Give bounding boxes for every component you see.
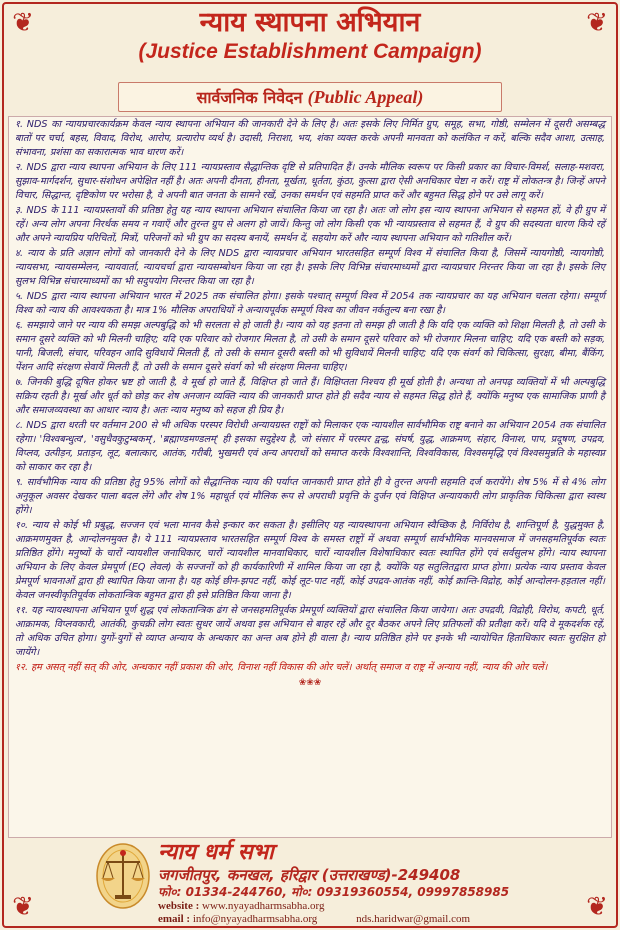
scales-of-justice-icon xyxy=(94,840,152,910)
email-link-2[interactable]: nds.haridwar@gmail.com xyxy=(356,913,471,925)
website-link[interactable]: www.nyayadharmsabha.org xyxy=(202,900,325,912)
public-appeal-english: (Public Appeal) xyxy=(307,87,424,107)
paragraph-9: ९. सार्वभौमिक न्याय की प्रतिष्ठा हेतु 95% लोगों को सैद्धान्तिक न्याय की पर्याप्त जानकारी प्राप्त होते ही वे तुरन्त अपनी सहमति दर्ज करायेंगे। शेष 5% में से 4% लोग अनुकूल अवसर देखकर पाला बदल लेंगे और शेष 1% महाधूर्त एवं मौलिक रूप से अपराधी प्रवृत्ति के दुर्जन एवं विक्षिप्त अन्यायकारी लोग प्राकृतिक चिकित्सा द्वारा स्वस्थ होंगे। xyxy=(15,477,605,516)
org-address: जगजीतपुर, कनखल, हरिद्वार (उत्तराखण्ड)-249408 xyxy=(158,866,461,884)
footer xyxy=(8,840,612,925)
paragraph-1: १. NDS का न्यायप्रचारकार्यक्रम केवल न्याय स्थापना अभियान की जानकारी देने के लिए है। अतः इसके लिए निर्मित ग्रुप, समूह, सभा, गोष्ठी, सम्मेलन में दूसरी असम्बद्ध बातों पर चर्चा, बहस, विवाद, विरोध, आरोप, प्रत्यारोप व्यर्थ है। उदासी, निराशा, भय, शंका व्यक्त करके अपनी मानवता को कलंकित न करें, बल्कि सदैव आशा, उत्साह, संभावना, प्रशंसा का सकारात्मक भाव धारण करें। xyxy=(15,119,605,158)
org-email xyxy=(158,913,598,926)
paragraph-12: १२. हम असत् नहीं सत् की ओर, अन्धकार नहीं प्रकाश की ओर, विनाश नहीं विकास की ओर चलें। अर्थात् समाज व राष्ट्र में अन्याय नहीं, न्याय की ओर चलें। xyxy=(15,662,548,673)
paragraph-11: ११. यह न्यायस्थापना अभियान पूर्ण शुद्ध एवं लोकतान्त्रिक ढंग से जनसहमतिपूर्वक प्रेमपूर्ण व्यक्तियों द्वारा संचालित किया जायेगा। अतः उपद्रवी, विद्रोही, विरोध, कपटी, धूर्त, आक्रामक, विप्लवकारी, आतंकी, कुचक्री लोग स्वतः सुधर जायें अथवा इस अभियान से बाहर रहें और दूर बैठकर अपने लिए प्रतिफलों की प्रतीक्षा करें। यदि वे मूकदर्शक रहें, तो अधिक उचित होगा। युगों-युगों से व्याप्त अन्याय के अन्धकार का अन्त अब होने ही वाला है। न्याय प्रतिष्ठित होने पर इनके भी न्यायोचित हिताधिकार स्वतः सुरक्षित हो जायेंगे। xyxy=(15,605,605,658)
paragraph-5: ५. NDS द्वारा न्याय स्थापना अभियान भारत में 2025 तक संचालित होगा। इसके पश्चात् सम्पूर्ण विश्व में 2054 तक न्यायप्रचार का यह अभियान चलता रहेगा। सम्पूर्ण विश्व को न्याय की आवश्यकता है। मात्र 1% मौलिक अपराधियों ने अन्यायपूर्वक सम्पूर्ण विश्व का जीवन नर्कतुल्य बना रखा है। xyxy=(15,291,605,316)
public-appeal-label xyxy=(118,82,502,112)
paragraph-4: ४. न्याय के प्रति अज्ञान लोगों को जानकारी देने के लिए NDS द्वारा न्यायप्रचार अभियान भारतसहित सम्पूर्ण विश्व में संचालित किया है, जिसमें न्यायगोष्ठी, न्यायगोष्ठी, न्यायसभा, न्यायसम्मेलन, न्यायवार्ता, न्यायचर्चा द्वारा न्यायसम्बोधन किया जा रहा है। इसके लिए विभिन्न संचारमाध्यमों द्वारा न्यायप्रचार निरन्तर किया जा रहा है। इसके लिए सुलभ विभिन्न संचारमाध्यमों का भी सदुपयोग निरन्तर किया जा रहा है। xyxy=(15,248,605,287)
paragraph-2: २. NDS द्वारा न्याय स्थापना अभियान के लिए 111 न्यायप्रस्ताव सैद्धान्तिक दृष्टि से प्रतिपादित हैं। उनके मौलिक स्वरूप पर किसी प्रकार का विचार-विमर्श, सलाह-मशवरा, सुझाव-मार्गदर्शन, सुधार-संशोधन अपेक्षित नहीं है। अतः अपनी दीनता, हीनता, मूर्खता, धूर्तता, कुंठा, कुत्सा द्वारा ऐसी अनधिकार चेष्टा न करें। राष्ट्र में लोकतन्त्र है। जिन्हें अपने विचार, सिद्धान्त, दृष्टिकोण पर भरोसा है, वे अपनी बात जनता के सामने रखें, उनका समर्थन एवं सहमति प्राप्त करें और बहुमत सिद्ध होने पर उसे लागू करें। xyxy=(15,162,605,201)
public-appeal-hindi: सार्वजनिक निवेदन xyxy=(196,88,303,107)
org-name: न्याय धर्म सभा xyxy=(158,840,274,865)
appeal-body xyxy=(8,116,612,838)
paragraph-6: ६. समझाये जाने पर न्याय की समझ अल्पबुद्धि को भी सरलता से हो जाती है। न्याय को यह इतना तो समझ ही जाती है कि यदि एक व्यक्ति को शिक्षा मिलती है, तो उसी के समान दूसरे व्यक्ति को भी मिलनी चाहिए; यदि एक परिवार को रोजगार मिलता है, तो उसी के समान दूसरे परिवार को भी रोजगार मिलना चाहिए; यदि एक बस्ती को सड़क, पानी, बिजली, संचार, परिवहन आदि सुविधायें मिलती हैं, तो उसी के समान दूसरी बस्ती को भी सुविधायें मिलनी चाहिए; यदि एक संवर्ग को चिकित्सा, सुरक्षा, बीमा, बैंकिंग, पेंशन आदि संरक्षण सेवायें मिलती हैं, तो उसी के समान दूसरे संवर्ग को भी संरक्षण मिलना चाहिए। xyxy=(15,320,605,373)
email-link-1[interactable]: info@nyayadharmsabha.org xyxy=(192,913,318,925)
corner-ornament-icon: ❦ xyxy=(12,892,34,922)
organization-info xyxy=(158,840,598,926)
flower-divider: ❀❀❀ xyxy=(298,678,322,688)
corner-ornament-icon: ❦ xyxy=(586,8,608,38)
org-phone: फो०: 01334-244760, मो०: 09319360554, 09997858985 xyxy=(158,885,510,899)
email-label: email : xyxy=(158,913,191,925)
paragraph-10: १०. न्याय से कोई भी प्रबुद्ध, सज्जन एवं भला मानव कैसे इन्कार कर सकता है। इसीलिए यह न्यायस्थापना अभियान स्वैच्छिक है, निर्विरोध है, शान्तिपूर्ण है, युद्धमुक्त है, आक्रमणमुक्त है, आन्दोलनमुक्त है। ये 111 न्यायप्रस्ताव भारतसहित सम्पूर्ण विश्व के समस्त राष्ट्रों में अथवा सम्पूर्ण सार्वभौमिक मानवसमाज में जनसहमतिपूर्वक स्वतः प्रतिष्ठित होंगे। मनुष्यों के चारों न्यायशील जनाधिकार, चारों न्यायशील मानवाधिकार, चारों न्यायशील विशेषाधिकार स्वतः स्थापित होंगे एवं सर्वसुलभ होंगे। न्याय स्थापना अभियान के लिए केवल प्रेमपूर्ण (EQ लेवल) के सज्जनों को ही कार्यकारिणी में शामिल किया जा रहा है, क्योंकि यह सतुलितद्वारा प्राप्त होगा। प्रत्येक न्याय प्रस्ताव केवल प्रेमपूर्ण भावनाओं द्वारा ही स्थापित किया जाना है। यह कोई छीन-झपट नहीं, कोई लूट-पाट नहीं, कोई उपद्रव-आतंक नहीं, कोई क्रान्ति-विद्रोह, कोई आन्दोलन-हड़ताल नहीं। केवल जनस्वीकृतिपूर्वक लोकतान्त्रिक बहुमत द्वारा ही इसे प्रतिष्ठित किया जाना है। xyxy=(15,520,605,601)
website-label: website : xyxy=(158,900,200,912)
paragraph-8: ८. NDS द्वारा धरती पर वर्तमान 200 से भी अधिक परस्पर विरोधी अन्यायग्रस्त राष्ट्रों को मिलाकर एक न्यायशील सार्वभौमिक राष्ट्र बनाने का अभियान 2054 तक संचालित रहेगा। 'विश्वबन्धुत्व', 'वसुधैवकुटुम्बकम्', 'ब्रह्माण्डमण्डलम्' ही इसका सदुद्देश्य है, जो संसार में परस्पर द्वन्द्व, संघर्ष, युद्ध, आक्रमण, संहार, विनाश, पाप, प्रदूषण, उपद्रव, विप्लव, उत्पीड़न, प्रताड़न, लूट, बलात्कार, आतंक, गरीबी, भुखमरी एवं अन्य अपराधों को समाप्त करके विश्वशान्ति, विश्वविकास, विश्वसमृद्धि एवं विश्वसमुन्नति के महास्वप्न को साकार कर रहा है। xyxy=(15,420,605,473)
corner-ornament-icon: ❦ xyxy=(12,8,34,38)
paragraph-3: ३. NDS के 111 न्यायप्रस्तावों की प्रतिष्ठा हेतु यह न्याय स्थापना अभियान संचालित किया जा रहा है। अतः जो लोग इस न्याय स्थापना अभियान से सहमत हों, वे ही ग्रुप में रहें। अन्य लोग अपना निरर्थक समय न गवाएँ और तुरन्त ग्रुप से अलग हो जायें। किन्तु जो लोग किसी एक भी न्यायप्रस्ताव से सहमत हैं, वे ग्रुप की सदस्यता धारण किये रहें और अपने न्यायप्रिय परिचितों, मित्रों, परिजनों को भी ग्रुप का सदस्य बनायें, समर्थन दें, सहयोग करें और न्याय स्थापना अभियान को गतिशील करें। xyxy=(15,205,605,244)
paragraph-7: ७. जिनकी बुद्धि दूषित होकर भ्रष्ट हो जाती है, वे मूर्ख हो जाते हैं, विक्षिप्त हो जाते हैं। विक्षिप्तता निश्चय ही मूर्ख होती है। अन्यथा तो अनपढ़ व्यक्तियों में भी अल्पबुद्धि सक्रिय रहती है। मूर्ख और धूर्त को छोड़ कर शेष अनजान व्यक्ति न्याय की जानकारी प्राप्त होते ही सदैव न्याय से सहमत सिद्ध होते हैं, क्योंकि मनुष्य एक सामाजिक प्राणी है और समाजव्यवस्था का आधार न्याय है। अतः न्याय मनुष्य को सहज ही प्रिय है। xyxy=(15,377,605,416)
corner-ornament-icon: ❦ xyxy=(586,892,608,922)
org-website xyxy=(158,900,598,913)
title-hindi: न्याय स्थापना अभियान xyxy=(199,7,421,38)
title-english: (Justice Establishment Campaign) xyxy=(138,40,482,63)
